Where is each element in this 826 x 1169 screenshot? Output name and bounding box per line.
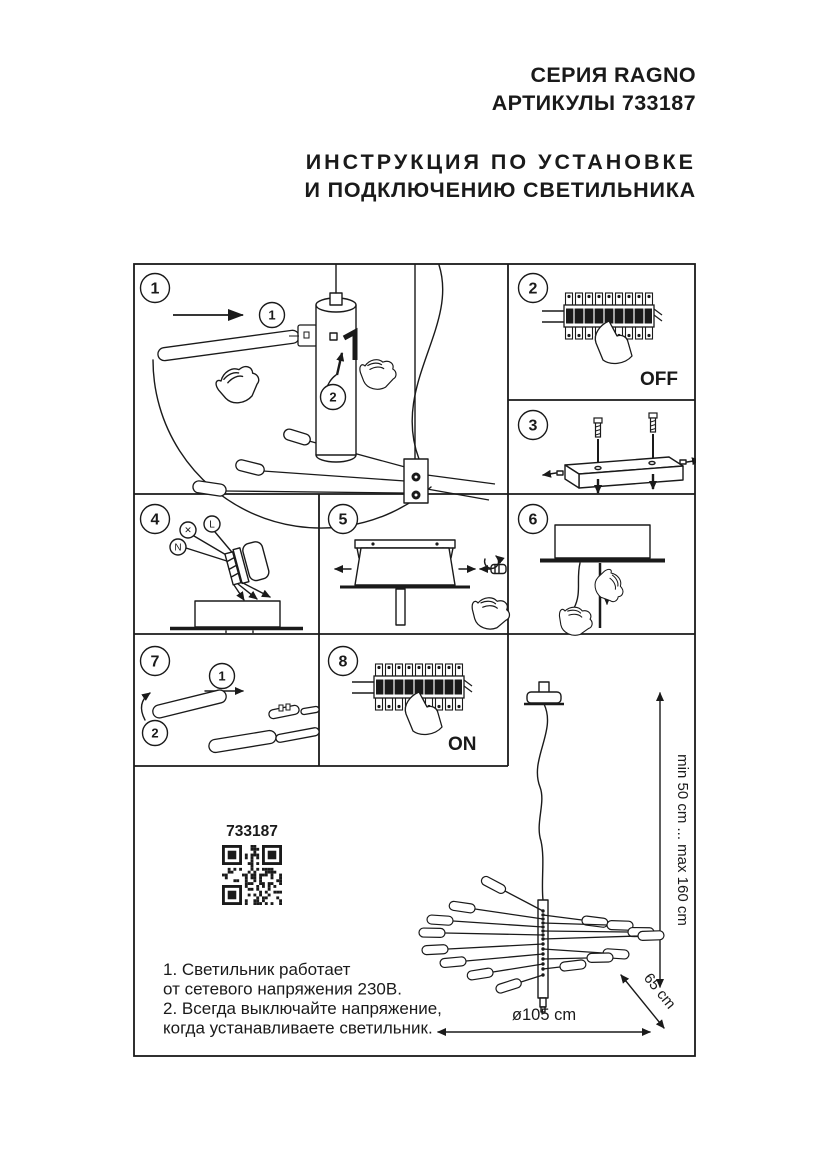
panel-5-illustration: [335, 540, 513, 634]
panel-6-illustration: [540, 525, 665, 640]
terminal-neutral-label: N: [174, 542, 182, 554]
off-label: OFF: [640, 369, 678, 390]
terminal-line-label: L: [209, 519, 215, 531]
header: [305, 61, 696, 204]
on-label: ON: [448, 734, 477, 755]
panel-7-number: 7: [150, 653, 160, 671]
panel-7-parts: [151, 689, 319, 754]
note-line-1: 1. Светильник работает: [163, 960, 351, 979]
panel-3-illustration: [543, 413, 696, 493]
panel-1-substep-1: 1: [268, 307, 276, 323]
installation-diagram: [133, 263, 696, 1057]
note-line-4: когда устанавливаете светильник.: [163, 1018, 433, 1038]
panel-6-number: 6: [528, 511, 538, 529]
panel-3-number: 3: [528, 417, 538, 435]
panel-8-breaker-illustration: [352, 664, 472, 734]
dimension-height-label: min 50 cm ... max 160 cm: [674, 754, 691, 926]
panel-8-number: 8: [338, 653, 348, 671]
series-title: СЕРИЯ RAGNO: [530, 63, 696, 87]
article-number: 733187: [226, 823, 278, 840]
panel-2-breaker-illustration: [542, 293, 662, 363]
panel-7-substep-2: 2: [151, 725, 159, 741]
panel-7-substep-1: 1: [218, 668, 226, 684]
panel-1-substep-2: 2: [329, 389, 337, 405]
panel-5-number: 5: [338, 511, 348, 529]
dimension-depth-label: 65 cm: [640, 969, 679, 1013]
note-line-3: 2. Всегда выключайте напряжение,: [163, 999, 442, 1018]
articles-title: АРТИКУЛЫ 733187: [491, 91, 696, 115]
dimension-diameter-label: ø105 cm: [511, 1006, 577, 1024]
qr-code: [222, 845, 282, 905]
note-line-2: от сетевого напряжения 230В.: [163, 979, 402, 999]
panel-4-number: 4: [150, 511, 160, 529]
terminal-earth-symbol: ✕: [184, 525, 192, 535]
panel-1-number: 1: [150, 280, 160, 298]
instruction-title-line2: И ПОДКЛЮЧЕНИЮ СВЕТИЛЬНИКА: [304, 178, 696, 202]
instruction-title-line1: ИНСТРУКЦИЯ ПО УСТАНОВКЕ: [305, 150, 696, 174]
panel-2-number: 2: [528, 280, 538, 298]
